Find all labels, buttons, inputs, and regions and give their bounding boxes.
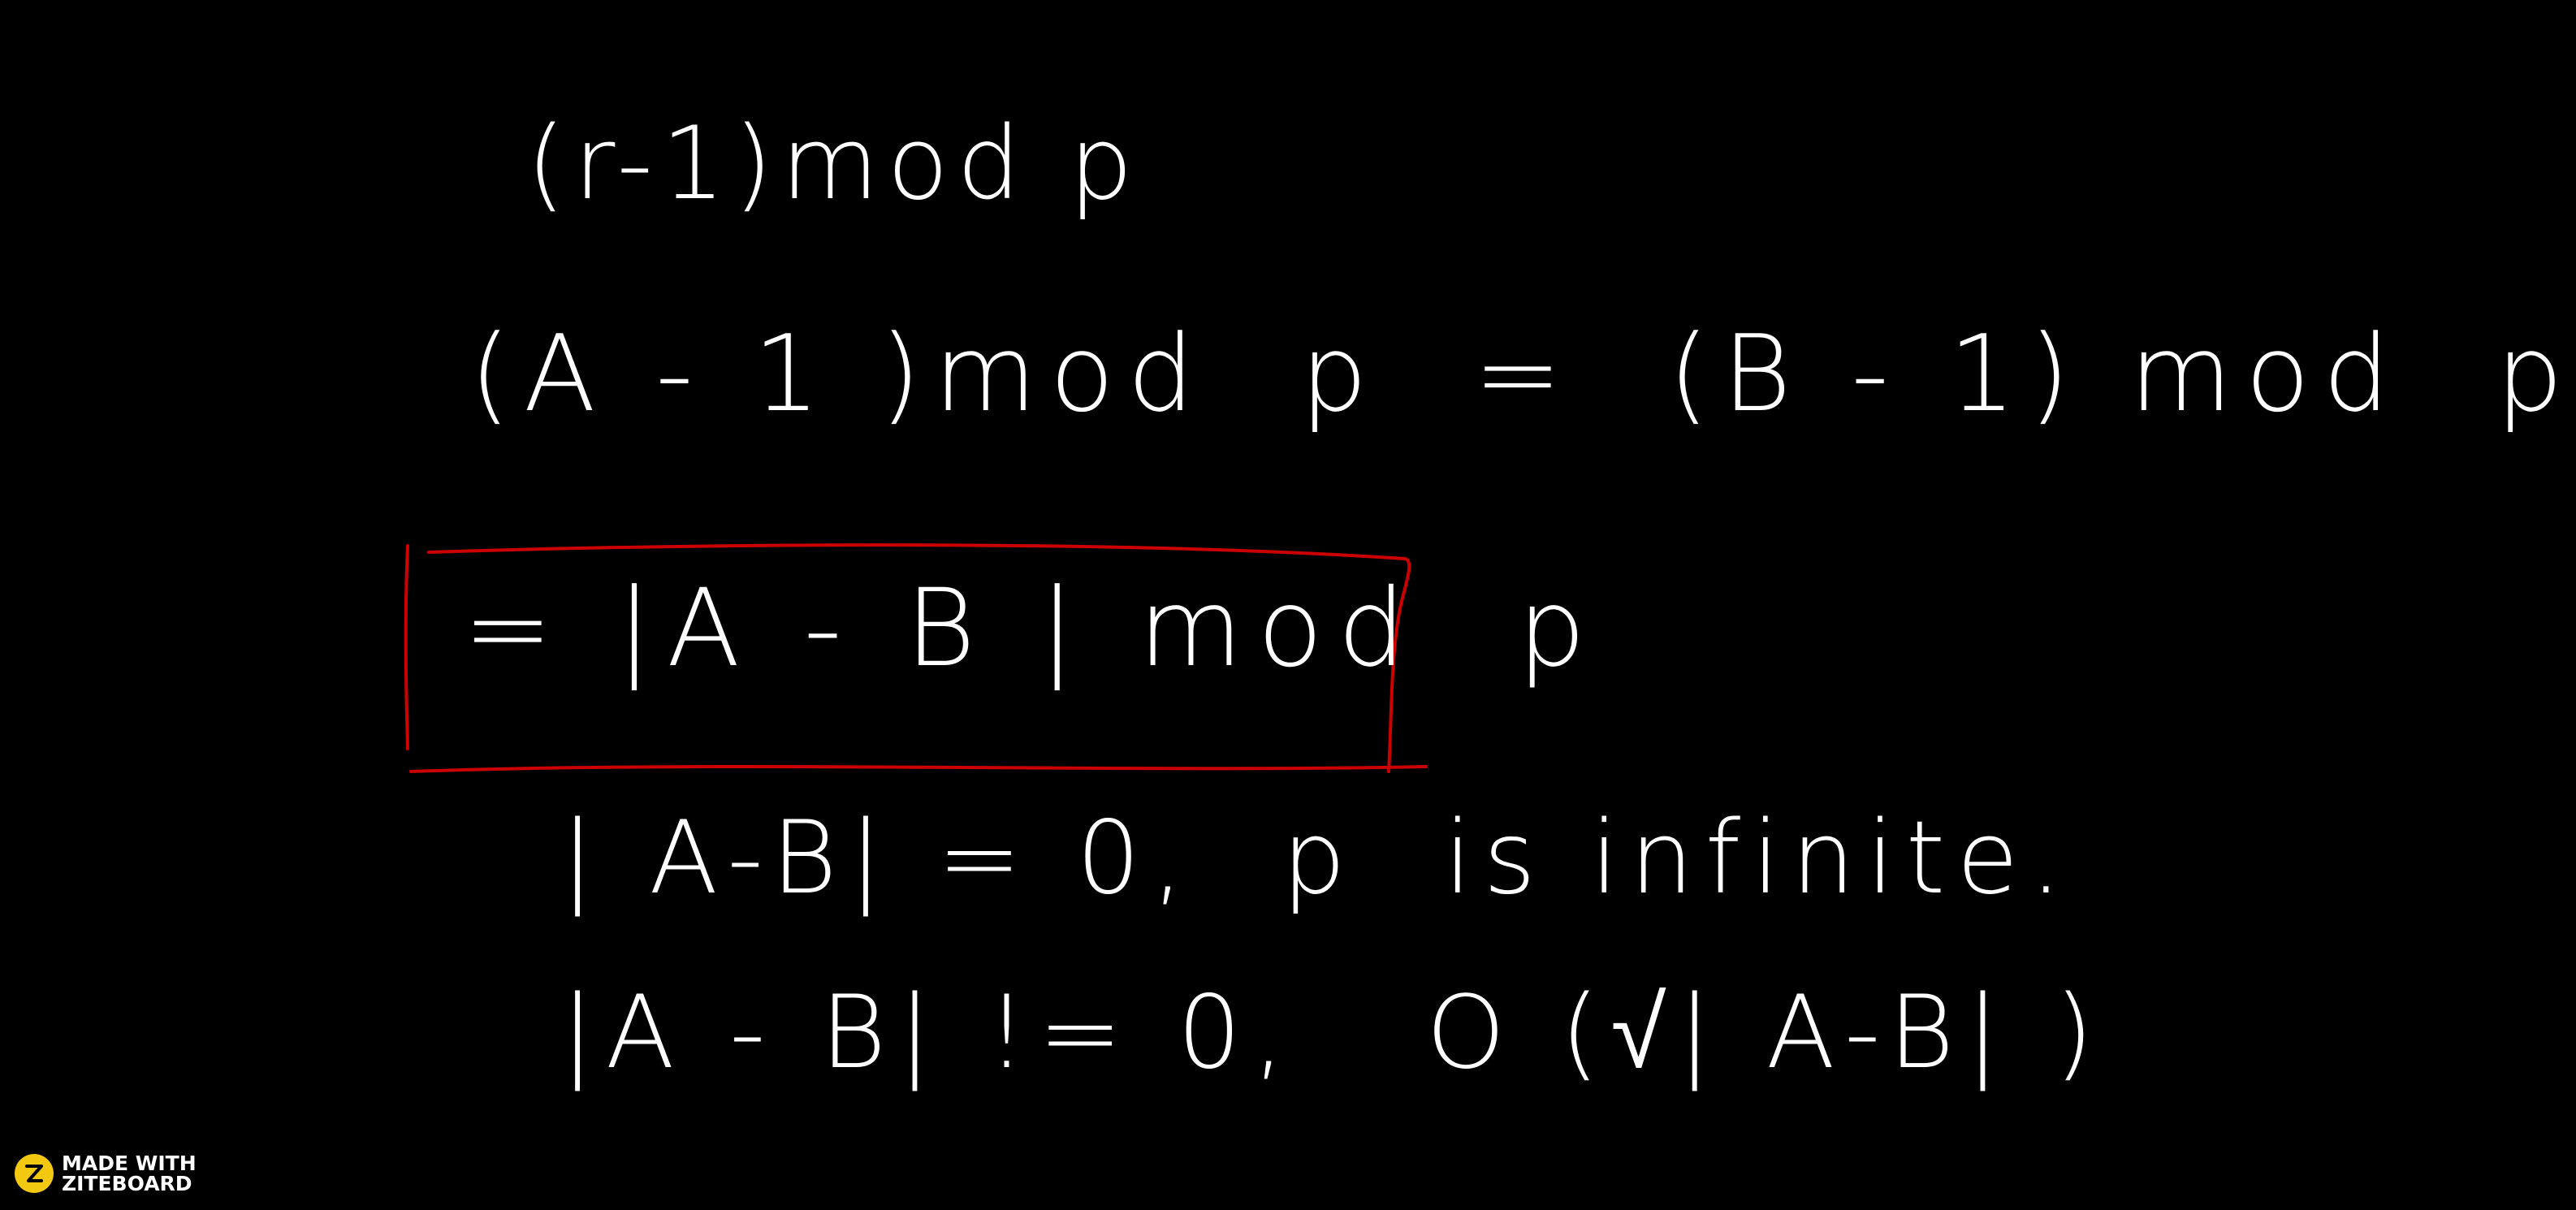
equation-line-4: | A-B| = 0, p is infinite.: [560, 800, 2073, 917]
ziteboard-logo-icon: [15, 1154, 54, 1193]
ziteboard-watermark[interactable]: [15, 1153, 197, 1194]
equation-line-2: (A - 1 )mod p = (B - 1) mod p: [469, 312, 2576, 435]
equation-line-3-boxed: = |A - B | mod p: [463, 566, 1601, 691]
equation-line-5: |A - B| != 0, O (√| A-B| ): [560, 974, 2105, 1091]
watermark-text: [62, 1153, 197, 1194]
watermark-line-2: ZITEBOARD: [62, 1172, 192, 1195]
equation-line-1: (r-1)mod p: [526, 106, 1141, 223]
watermark-line-1: MADE WITH: [62, 1152, 197, 1175]
